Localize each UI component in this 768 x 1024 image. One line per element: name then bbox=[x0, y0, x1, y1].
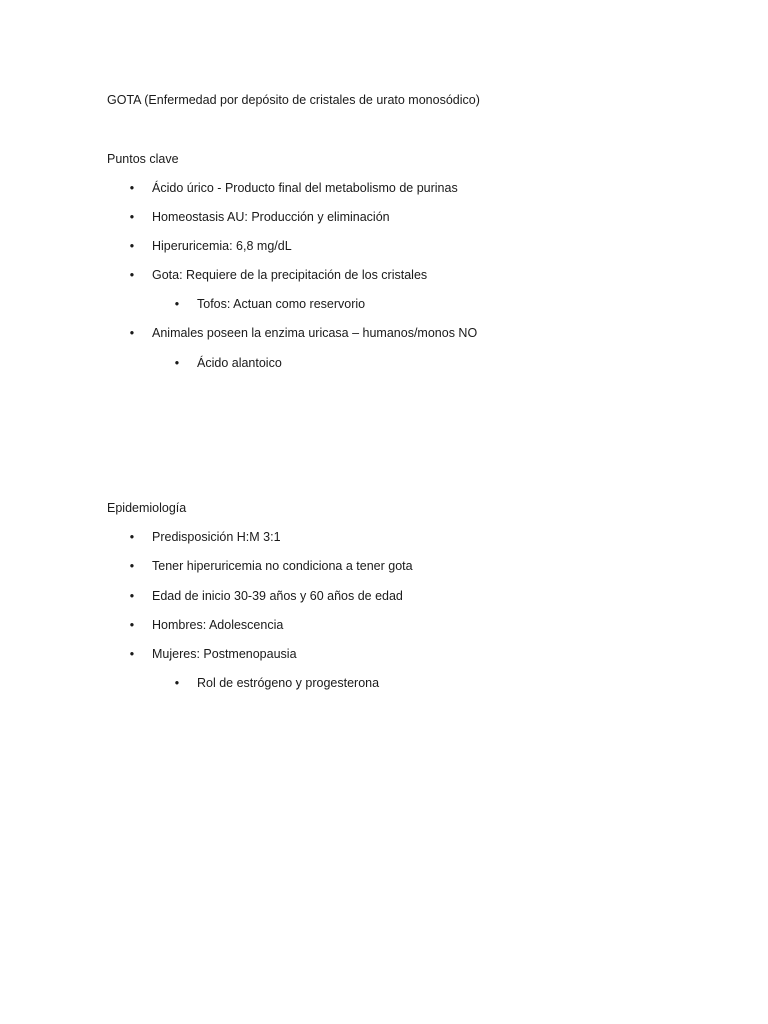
list-item: Homeostasis AU: Producción y eliminación bbox=[152, 210, 390, 224]
list-item: Mujeres: Postmenopausia bbox=[152, 647, 297, 661]
section-heading-puntos-clave: Puntos clave bbox=[107, 152, 179, 166]
bullet-icon: • bbox=[129, 589, 135, 603]
document-title: GOTA (Enfermedad por depósito de cristales de urato monosódico) bbox=[107, 93, 480, 107]
bullet-icon: • bbox=[129, 210, 135, 224]
bullet-icon: • bbox=[174, 297, 180, 311]
bullet-icon: • bbox=[174, 676, 180, 690]
list-item: Tener hiperuricemia no condiciona a tener gota bbox=[152, 559, 413, 573]
list-item: Ácido úrico - Producto final del metabolismo de purinas bbox=[152, 181, 458, 195]
bullet-icon: • bbox=[129, 181, 135, 195]
list-item: Gota: Requiere de la precipitación de los cristales bbox=[152, 268, 428, 282]
bullet-icon: • bbox=[129, 268, 135, 282]
list-item-nested: Ácido alantoico bbox=[197, 356, 282, 370]
bullet-icon: • bbox=[174, 356, 180, 370]
bullet-icon: • bbox=[129, 326, 135, 340]
bullet-icon: • bbox=[129, 647, 135, 661]
section-heading-epidemiologia: Epidemiología bbox=[107, 501, 187, 515]
list-item-nested: Tofos: Actuan como reservorio bbox=[197, 297, 366, 311]
list-item: Edad de inicio 30-39 años y 60 años de edad bbox=[152, 589, 403, 603]
list-item: Hombres: Adolescencia bbox=[152, 618, 284, 632]
bullet-icon: • bbox=[129, 530, 135, 544]
bullet-icon: • bbox=[129, 239, 135, 253]
list-item: Predisposición H:M 3:1 bbox=[152, 530, 281, 544]
bullet-icon: • bbox=[129, 618, 135, 632]
list-item: Animales poseen la enzima uricasa – humanos/monos NO bbox=[152, 326, 478, 340]
list-item: Hiperuricemia: 6,8 mg/dL bbox=[152, 239, 292, 253]
list-item-nested: Rol de estrógeno y progesterona bbox=[197, 676, 380, 690]
bullet-icon: • bbox=[129, 559, 135, 573]
